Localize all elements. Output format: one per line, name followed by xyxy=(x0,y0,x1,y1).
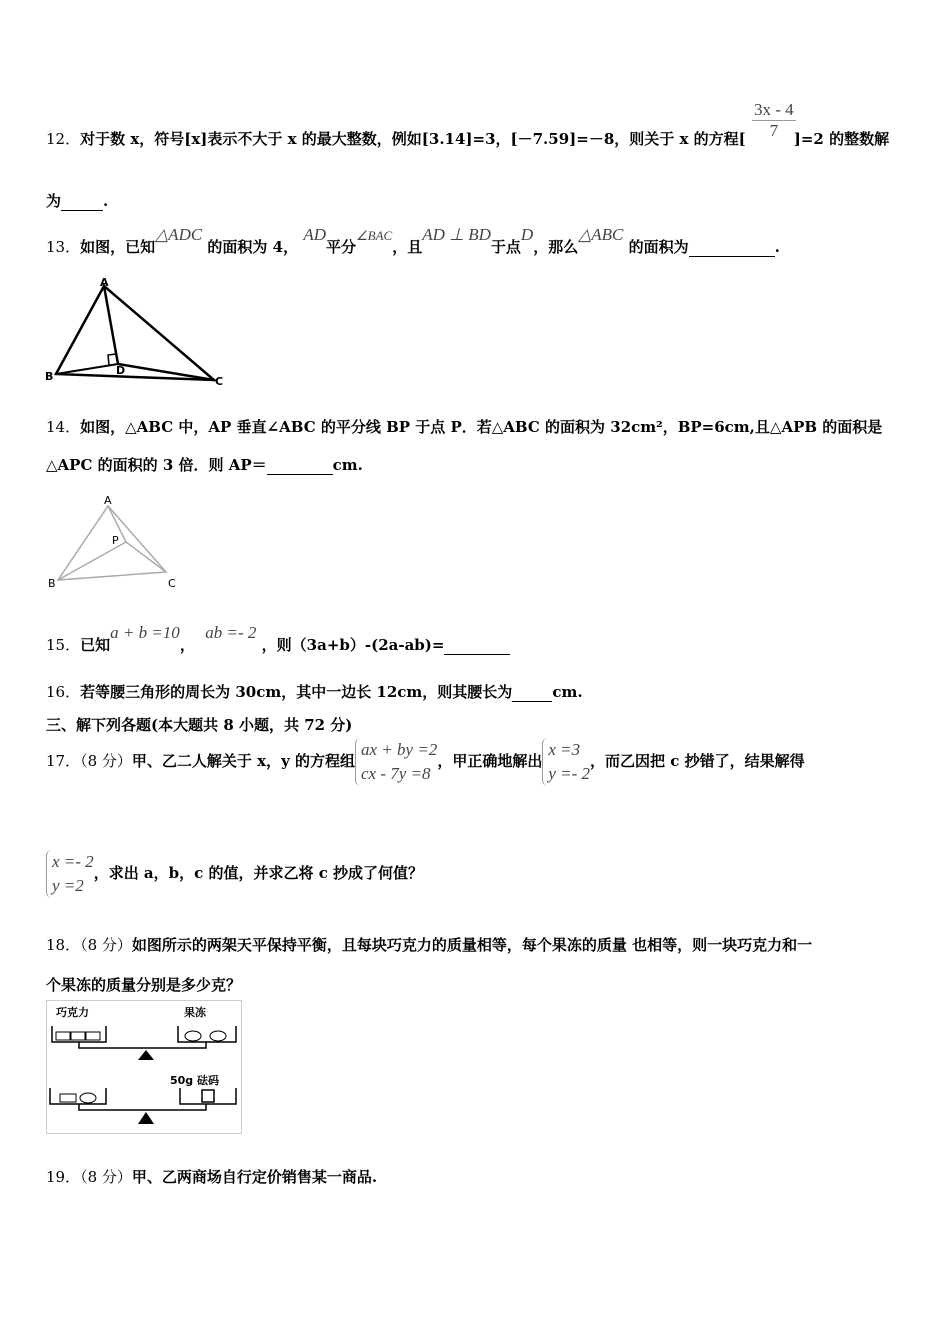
answer-blank xyxy=(61,192,103,211)
triangle-figure-13 xyxy=(42,278,232,388)
question-14: 14．如图，△ABC 中，AP 垂直∠ABC 的平分线 BP 于点 P．若△ABC 的面积为 32cm²，BP=6cm,且△APB 的面积是 xyxy=(46,418,883,436)
svg-text:巧克力: 巧克力 xyxy=(56,1006,89,1019)
question-14-cont: △APC 的面积的 3 倍．则 AP＝ cm. xyxy=(46,456,363,474)
question-17: 17．（8 分）甲、乙二人解关于 x，y 的方程组ax + by =2 cx - 7y =8，甲正确地解出x =3 y =- 2，而乙因把 c 抄错了，结果解得 xyxy=(46,738,805,786)
question-15: 15．已知a + b =10， ab =- 2 ，则（3a+b）-(2a-ab)= xyxy=(46,634,510,655)
fraction: $\frac{3x - 4}{7}$ xyxy=(754,100,794,140)
svg-text:D: D xyxy=(116,364,126,377)
triangle-figure-14 xyxy=(44,490,194,592)
balance-figure xyxy=(46,1000,242,1134)
svg-text:A: A xyxy=(100,278,109,289)
svg-text:果冻: 果冻 xyxy=(184,1006,206,1019)
question-17-cont: x =- 2 y =2，求出 a，b，c 的值，并求乙将 c 抄成了何值？ xyxy=(46,850,423,898)
question-18: 18．（8 分）如图所示的两架天平保持平衡，且每块巧克力的质量相等，每个果冻的质量 也相等，则一块巧克力和一 xyxy=(46,936,813,954)
svg-text:C: C xyxy=(168,577,176,590)
question-16: 16．若等腰三角形的周长为 30cm，其中一边长 12cm，则其腰长为 cm. xyxy=(46,683,583,701)
section-3-heading: 三、解下列各题(本大题共 8 小题，共 72 分) xyxy=(46,716,353,734)
solution-system: x =3 y =- 2 xyxy=(542,738,590,786)
svg-text:B: B xyxy=(48,577,56,590)
question-18-cont: 个果冻的质量分别是多少克？ xyxy=(46,976,242,994)
equation-system: ax + by =2 cx - 7y =8 xyxy=(355,738,437,786)
svg-text:A: A xyxy=(104,494,112,507)
question-12-cont: 为 . xyxy=(46,192,109,210)
svg-text:50g 砝码: 50g 砝码 xyxy=(170,1074,220,1087)
question-19: 19．（8 分）甲、乙两商场自行定价销售某一商品. xyxy=(46,1168,378,1186)
svg-text:P: P xyxy=(112,534,119,547)
question-13: 13．如图，已知△ADC 的面积为 4， AD平分∠BAC，且AD ⊥ BD于点D，那么△ABC 的面积为 . xyxy=(46,225,780,256)
svg-text:C: C xyxy=(215,375,224,388)
wrong-solution-system: x =- 2 y =2 xyxy=(46,850,94,898)
svg-text:B: B xyxy=(45,370,54,383)
question-12: 12．对于数 x，符号[x]表示不大于 x 的最大整数，例如[3.14]=3，[－7.59]=－8，则关于 x 的方程[ ]=2 的整数解 xyxy=(46,130,890,148)
